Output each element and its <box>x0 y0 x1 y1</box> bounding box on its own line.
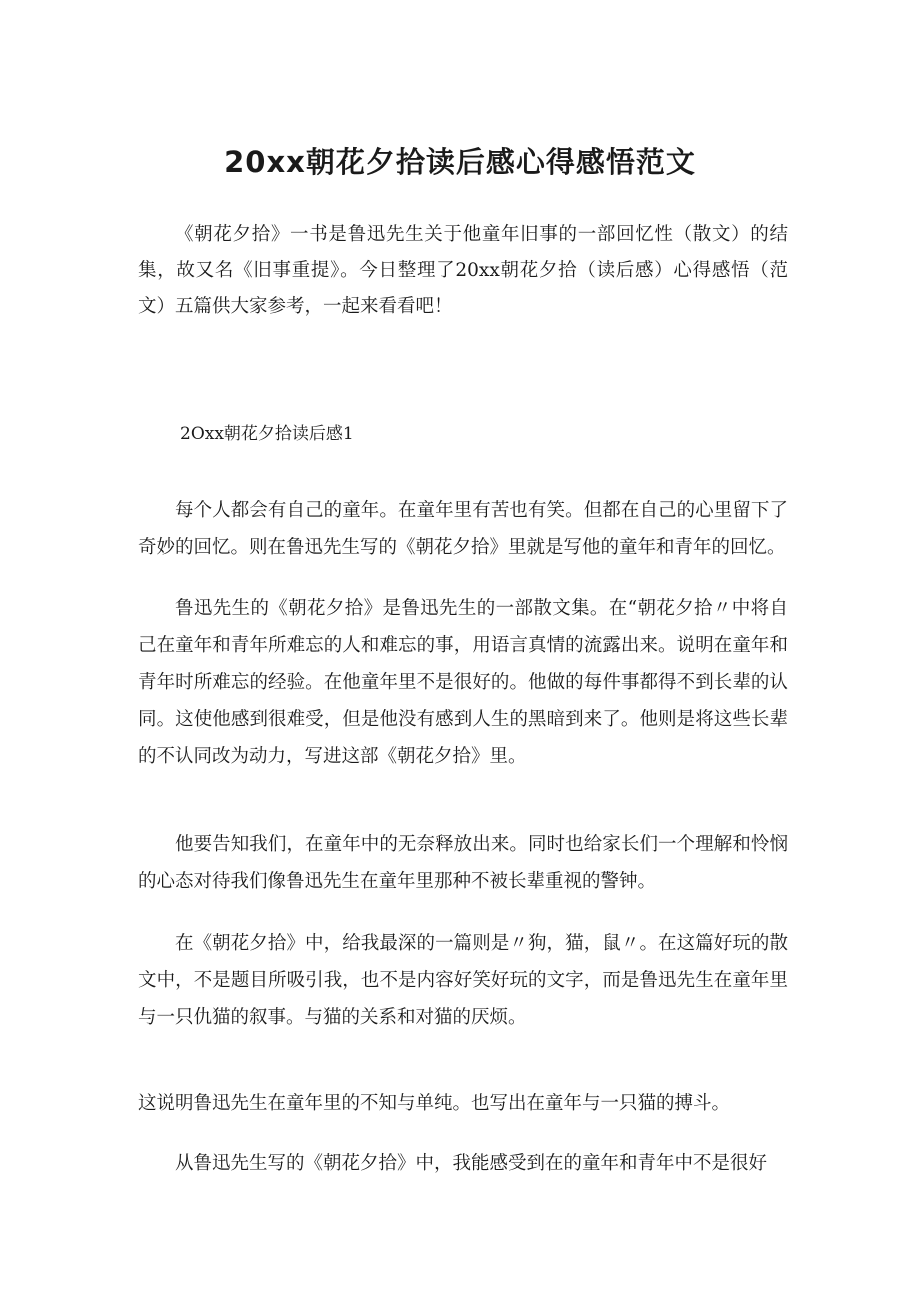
body-paragraph: 从鲁迅先生写的《朝花夕拾》中，我能感受到在的童年和青年中不是很好 <box>175 1153 768 1174</box>
document-title: 20xx朝花夕拾读后感心得感悟范文 <box>224 145 696 179</box>
section-heading: 2Oxx朝花夕拾读后感1 <box>180 424 354 444</box>
body-paragraph: 这说明鲁迅先生在童年里的不知与单纯。也写出在童年与一只猫的搏斗。 <box>138 1093 731 1114</box>
body-paragraph: 他要告知我们，在童年中的无奈释放出来。同时也给家长们一个理解和怜悯的心态对待我们像鲁迅先生在童年里那种不被长辈重视的警钟。 <box>138 834 788 892</box>
body-paragraph: 在《朝花夕拾》中，给我最深的一篇则是〃狗，猫，鼠〃。在这篇好玩的散文中，不是题目所吸引我，也不是内容好笑好玩的文字，而是鲁迅先生在童年里与一只仇猫的叙事。与猫的关系和对猫的厌烦。 <box>138 933 788 1028</box>
body-paragraph: 鲁迅先生的《朝花夕拾》是鲁迅先生的一部散文集。在“朝花夕拾〃中将自己在童年和青年所难忘的人和难忘的事，用语言真情的流露出来。说明在童年和青年时所难忘的经验。在他童年里不是很好的。他做的每件事都得不到长辈的认同。这使他感到很难受，但是他没有感到人生的黑暗到来了。他则是将这些长辈的不认同改为动力，写进这部《朝花夕拾》里。 <box>138 598 788 767</box>
intro-paragraph: 《朝花夕拾》一书是鲁迅先生关于他童年旧事的一部回忆性（散文）的结集，故又名《旧事重提》。今日整理了20xx朝花夕拾（读后感）心得感悟（范文）五篇供大家参考，一起来看看吧！ <box>138 224 788 317</box>
body-paragraph: 每个人都会有自己的童年。在童年里有苦也有笑。但都在自己的心里留下了奇妙的回忆。则在鲁迅先生写的《朝花夕拾》里就是写他的童年和青年的回忆。 <box>138 500 788 558</box>
